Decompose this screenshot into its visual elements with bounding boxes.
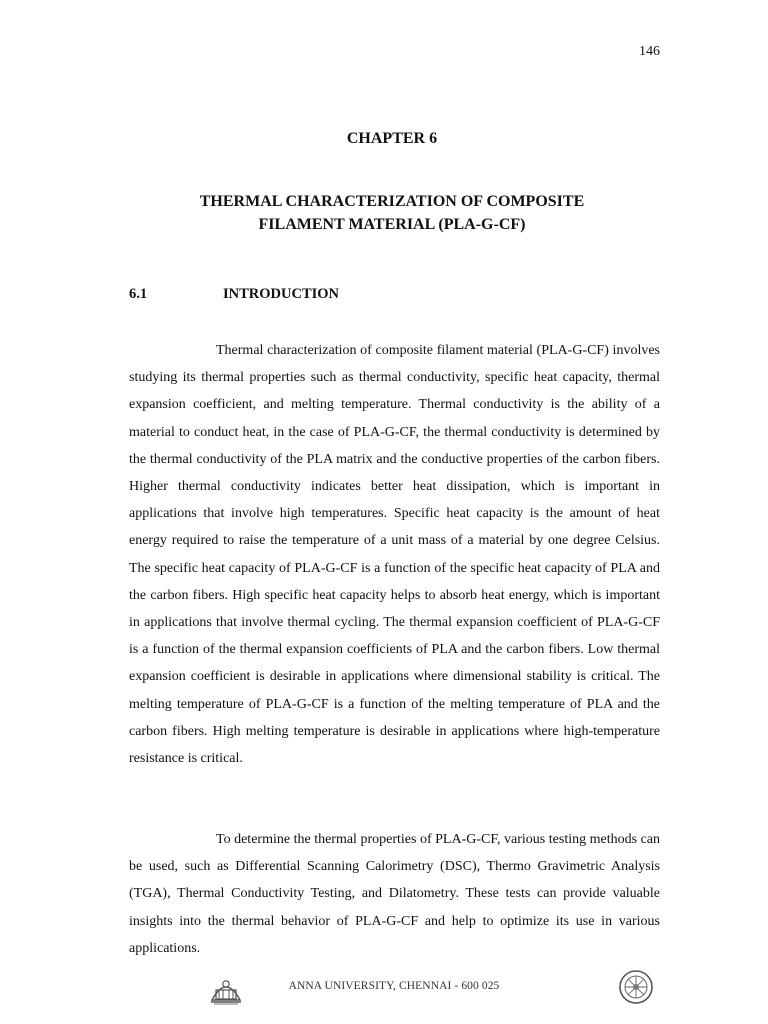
chapter-title-line: FILAMENT MATERIAL (PLA-G-CF): [258, 216, 526, 233]
section-heading: [129, 286, 339, 303]
page-footer: [0, 966, 768, 1010]
chapter-heading: CHAPTER 6: [346, 130, 438, 147]
body-paragraph: To determine the thermal properties of PLA-G-CF, various testing methods can be used, such as Differential Scanning Calorimetry (DSC), Thermo Gravimetric Analysis (TGA), Thermal Conductivity Testing, and Dilatometry. These tests can provide valuable insights into the thermal behavior of PLA-G-CF and help to optimize its use in various applications.: [129, 832, 660, 956]
university-seal-icon: [617, 968, 655, 1006]
page-number: 146: [639, 44, 660, 59]
footer-institution: ANNA UNIVERSITY, CHENNAI - 600 025: [288, 980, 500, 992]
body-paragraph: Thermal characterization of composite filament material (PLA-G-CF) involves studying its thermal properties such as thermal conductivity, specific heat capacity, thermal expansion coefficient, and melting temperature. Thermal conductivity is the ability of a material to conduct heat, in the case of PLA-G-CF, the thermal conductivity is determined by the thermal conductivity of the PLA matrix and the conductive properties of the carbon fibers. Higher thermal conductivity indicates better heat dissipation, which is important in applications that involve high temperatures. Specific heat capacity is the amount of heat energy required to raise the temperature of a unit mass of a material by one degree Celsius. The specific heat capacity of PLA-G-CF is a function of the specific heat capacity of PLA and the carbon fibers. High specific heat capacity helps to absorb heat energy, which is important in applications that involve thermal cycling. The thermal expansion coefficient of PLA-G-CF is a function of the thermal expansion coefficients of PLA and the carbon fibers. Low thermal expansion coefficient is desirable in applications where dimensional stability is critical. The melting temperature of PLA-G-CF is a function of the melting temperature of PLA and the carbon fibers. High melting temperature is desirable in applications where high-temperature resistance is critical.: [129, 343, 660, 767]
section-number: 6.1: [129, 286, 148, 302]
chapter-title: [0, 190, 768, 236]
section-title: INTRODUCTION: [223, 286, 340, 302]
chapter-title-line: THERMAL CHARACTERIZATION OF COMPOSITE: [199, 193, 585, 210]
